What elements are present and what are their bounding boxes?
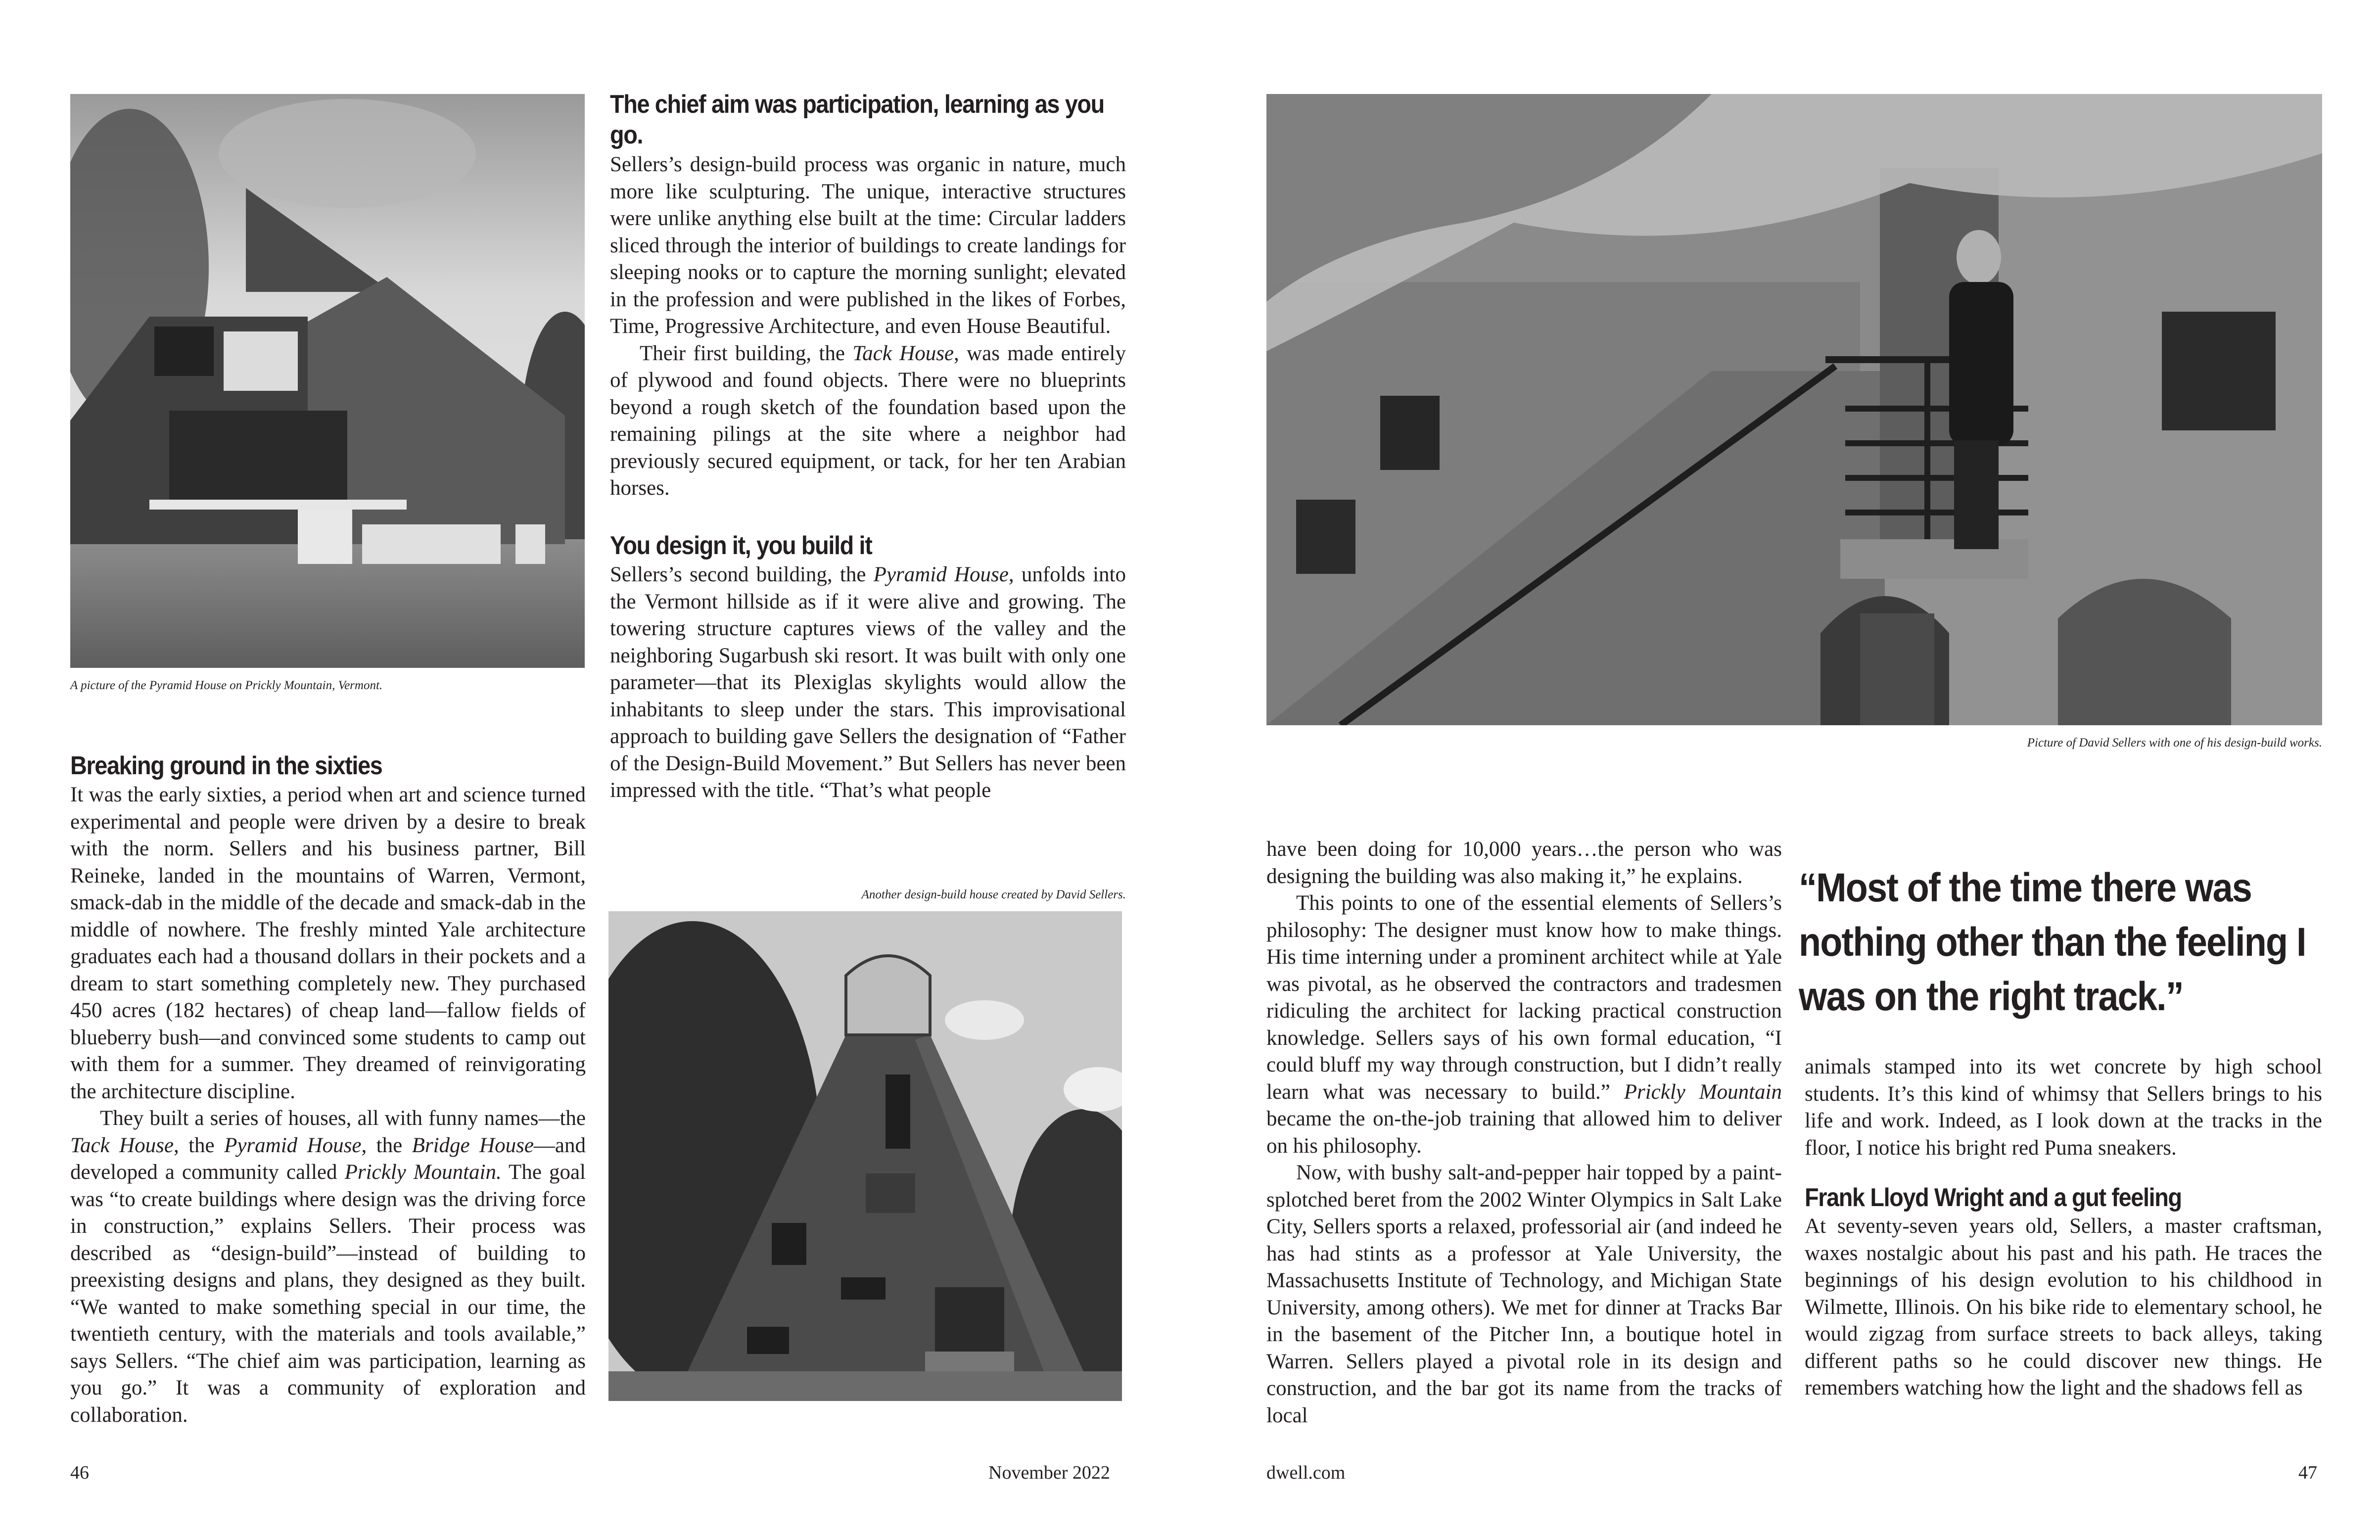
italic-title-tack-house: Tack House — [852, 341, 954, 365]
a-frame-house-illustration — [608, 911, 1122, 1401]
italic-title-tack-house: Tack House — [70, 1133, 174, 1157]
paragraph-chief-aim-2 — [610, 340, 1126, 502]
article-column-4-continued — [1805, 1213, 2322, 1402]
paragraph-frank-lloyd-wright: At seventy-seven years old, Sellers, a master craftsman, waxes nostalgic about his past and his path. He traces the beginnings of his design evolution to his childhood in Wilmette, Illinois. On his bike ride to elementary school, he would zigzag from surface streets to back alleys, taking different paths so he could discover new things. He remembers watching how the light and the shadows fell as — [1805, 1214, 2322, 1400]
article-column-2 — [610, 151, 1126, 502]
a-frame-house-photo — [608, 911, 1122, 1401]
text-run: Their first building, the — [640, 341, 853, 365]
article-column-3 — [1266, 836, 1782, 1429]
left-page-number: 46 — [70, 1462, 89, 1483]
text-run: , was made entirely of plywood and found objects. There were no blueprints beyond a rough sketch of the foundation based upon the remaining pilings at the site where a neighbor had previously secured equipment, or tack, for her ten Arabian horses. — [610, 341, 1126, 500]
italic-title-prickly-mountain: Prickly Mountain. — [344, 1161, 502, 1184]
paragraph-continued-2 — [1266, 890, 1782, 1160]
article-column-1 — [70, 782, 586, 1429]
sellers-portrait-illustration — [1266, 94, 2322, 725]
a-frame-house-caption: Another design-build house created by David Sellers. — [861, 888, 1126, 901]
paragraph-chief-aim-1: Sellers’s design-build process was organic in nature, much more like sculpturing. The unique, interactive structures were unlike anything else built at the time: Circular ladders sliced through the interior of buildings to create landings for sleeping nooks or to capture the morning sunlight; elevated in the profession and were published in the likes of Forbes, Time, Progressive Architecture, and even House Beautiful. — [610, 153, 1126, 338]
text-run: , the — [173, 1133, 225, 1157]
text-run: The goal was “to create buildings where design was the driving force in construction,” explains Sellers. Their process was described as “design-build”—instead of building to preexisting designs and plans, they designed as they built. “We wanted to make something special in our time, the twentieth century, with the materials and tools available,” says Sellers. “The chief aim was participation, learning as you go.” It was a community of exploration and collaboration. — [70, 1161, 586, 1427]
italic-title-pyramid-house: Pyramid House — [873, 563, 1009, 586]
text-run: , unfolds into the Vermont hillside as if it were alive and growing. The towering structure captures views of the valley and the neighboring Sugarbush ski resort. It was built with only one parameter—that its Plexiglas skylights would allow the inhabitants to sleep under the stars. This improvisational approach to building gave Sellers the designation of “Father of the Design-Build Movement.” But Sellers has never been impressed with the title. “That’s what people — [610, 563, 1126, 802]
italic-title-bridge-house: Bridge House — [412, 1133, 534, 1157]
right-page-number: 47 — [2298, 1462, 2317, 1483]
website-url: dwell.com — [1266, 1462, 1346, 1483]
paragraph-continued-1: have been doing for 10,000 years…the person who was designing the building was also making it,” he explains. — [1266, 838, 1782, 888]
paragraph-design-build-1 — [610, 561, 1126, 804]
text-run: became the on-the-job training that allowed him to deliver on his philosophy. — [1266, 1107, 1782, 1158]
pyramid-house-photo — [70, 94, 585, 668]
text-run: —and developed a community called — [70, 1133, 586, 1184]
sellers-portrait-caption: Picture of David Sellers with one of his design-build works. — [2027, 736, 2322, 749]
pyramid-house-caption: A picture of the Pyramid House on Prickly Mountain, Vermont. — [70, 679, 383, 692]
italic-title-prickly-mountain: Prickly Mountain — [1624, 1080, 1782, 1104]
heading-design-build: You design it, you build it — [610, 531, 872, 560]
paragraph-breaking-ground-1: It was the early sixties, a period when art and science turned experimental and people were driven by a desire to break with the norm. Sellers and his business partner, Bill Reineke, landed in the mountains of Warren, Vermont, smack-dab in the middle of the decade and smack-dab in the middle of nowhere. The freshly minted Yale architecture graduates each had a thousand dollars in their pockets and a dream to start something completely new. They purchased 450 acres (182 hectares) of cheap land—fallow fields of blueberry bush—and convinced some students to camp out with them for a summer. They dreamed of reinvigorating the architecture discipline. — [70, 783, 586, 1103]
heading-chief-aim: The chief aim was participation, learning as you go. — [610, 90, 1104, 149]
issue-date: November 2022 — [988, 1462, 1110, 1483]
pull-quote: “Most of the time there was nothing other than the feeling I was on the right track.” — [1799, 865, 2306, 1019]
paragraph-continued-3: Now, with bushy salt-and-pepper hair topped by a paint-splotched beret from the 2002 Winter Olympics in Salt Lake City, Sellers sports a relaxed, professorial air (and indeed he has had stints as a professor at Yale University, the Massachusetts Institute of Technology, and Michigan State University, among others). We met for dinner at Tracks Bar in the basement of the Pitcher Inn, a boutique hotel in Warren. Sellers played a pivotal role in its design and construction, and the bar got its name from the tracks of local — [1266, 1161, 1782, 1427]
text-run: They built a series of houses, all with funny names—the — [100, 1107, 586, 1130]
heading-frank-lloyd-wright: Frank Lloyd Wright and a gut feeling — [1805, 1183, 2182, 1212]
article-column-4 — [1805, 1054, 2322, 1162]
pyramid-house-illustration — [70, 94, 585, 668]
paragraph-breaking-ground-2 — [70, 1105, 586, 1429]
article-column-2-continued — [610, 561, 1126, 804]
heading-breaking-ground: Breaking ground in the sixties — [70, 751, 382, 780]
italic-title-pyramid-house: Pyramid House — [224, 1133, 362, 1157]
paragraph-whimsy: animals stamped into its wet concrete by high school students. It’s this kind of whimsy that Sellers brings to his life and work. Indeed, as I look down at the tracks in the floor, I notice his bright red Puma sneakers. — [1805, 1055, 2322, 1160]
text-run: , the — [361, 1133, 412, 1157]
sellers-portrait-photo — [1266, 94, 2322, 725]
text-run: Sellers’s second building, the — [610, 563, 874, 586]
text-run: This points to one of the essential elements of Sellers’s philosophy: The designer must know how to make things. His time interning under a prominent architect while at Yale was pivotal, as he observed the contractors and tradesmen ridiculing the architect for lacking practical construction knowledge. Sellers says of his own formal education, “I could bluff my way through construction, but I didn’t really learn what was necessary to build.” — [1266, 891, 1782, 1104]
